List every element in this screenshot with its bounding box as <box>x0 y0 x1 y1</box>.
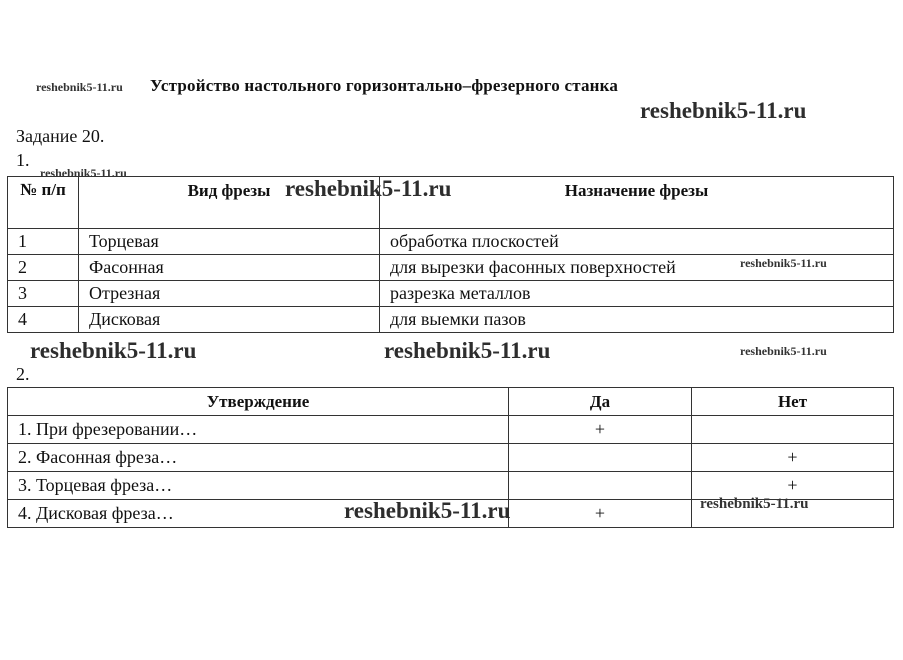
row-number: 4 <box>8 307 79 333</box>
page-title: Устройство настольного горизонтально–фрезерного станка <box>150 76 619 95</box>
header-number: № п/п <box>8 177 79 229</box>
cutter-purpose: разрезка металлов <box>380 281 894 307</box>
section-2-number: 2. <box>16 364 30 384</box>
yes-mark: + <box>509 500 692 528</box>
table-row <box>8 229 894 255</box>
header-yes: Да <box>509 388 692 416</box>
header-statement: Утверждение <box>8 388 509 416</box>
cutter-purpose: для выемки пазов <box>380 307 894 333</box>
table-row <box>8 281 894 307</box>
cutter-purpose: обработка плоскостей <box>380 229 894 255</box>
table-row <box>8 444 894 472</box>
watermark-text: reshebnik5-11.ru <box>384 338 551 363</box>
header-no: Нет <box>692 388 894 416</box>
statement-text: 2. Фасонная фреза… <box>8 444 509 472</box>
section-1-number: 1. <box>16 150 30 170</box>
watermark-text: reshebnik5-11.ru <box>700 496 809 512</box>
row-number: 3 <box>8 281 79 307</box>
no-mark <box>692 416 894 444</box>
watermark-text: reshebnik5-11.ru <box>740 344 827 358</box>
table-row <box>8 416 894 444</box>
table-header-row <box>8 388 894 416</box>
watermark-text: reshebnik5-11.ru <box>285 176 452 201</box>
cutter-type: Фасонная <box>79 255 380 281</box>
no-mark: + <box>692 444 894 472</box>
cutter-purpose: для вырезки фасонных поверхностей <box>380 255 894 281</box>
cutter-type: Отрезная <box>79 281 380 307</box>
table-row <box>8 307 894 333</box>
statement-text: 1. При фрезеровании… <box>8 416 509 444</box>
watermark-text: reshebnik5-11.ru <box>640 98 807 123</box>
row-number: 1 <box>8 229 79 255</box>
yes-mark: + <box>509 416 692 444</box>
statement-text: 3. Торцевая фреза… <box>8 472 509 500</box>
watermark-text: reshebnik5-11.ru <box>30 338 197 363</box>
yes-mark <box>509 472 692 500</box>
cutter-type: Торцевая <box>79 229 380 255</box>
no-mark: + <box>692 472 894 500</box>
watermark-text: reshebnik5-11.ru <box>740 256 827 270</box>
cutter-type: Дисковая <box>79 307 380 333</box>
task-label: Задание 20. <box>16 126 105 146</box>
yes-mark <box>509 444 692 472</box>
watermark-text: reshebnik5-11.ru <box>36 80 123 94</box>
watermark-text: reshebnik5-11.ru <box>344 498 511 523</box>
row-number: 2 <box>8 255 79 281</box>
statement-text: 4. Дисковая фреза… <box>8 500 509 528</box>
watermark-text: reshebnik5-11.ru <box>40 166 127 180</box>
header-cutter-purpose: Назначение фрезы <box>380 177 894 229</box>
header-cutter-type: Вид фрезы <box>79 177 380 229</box>
